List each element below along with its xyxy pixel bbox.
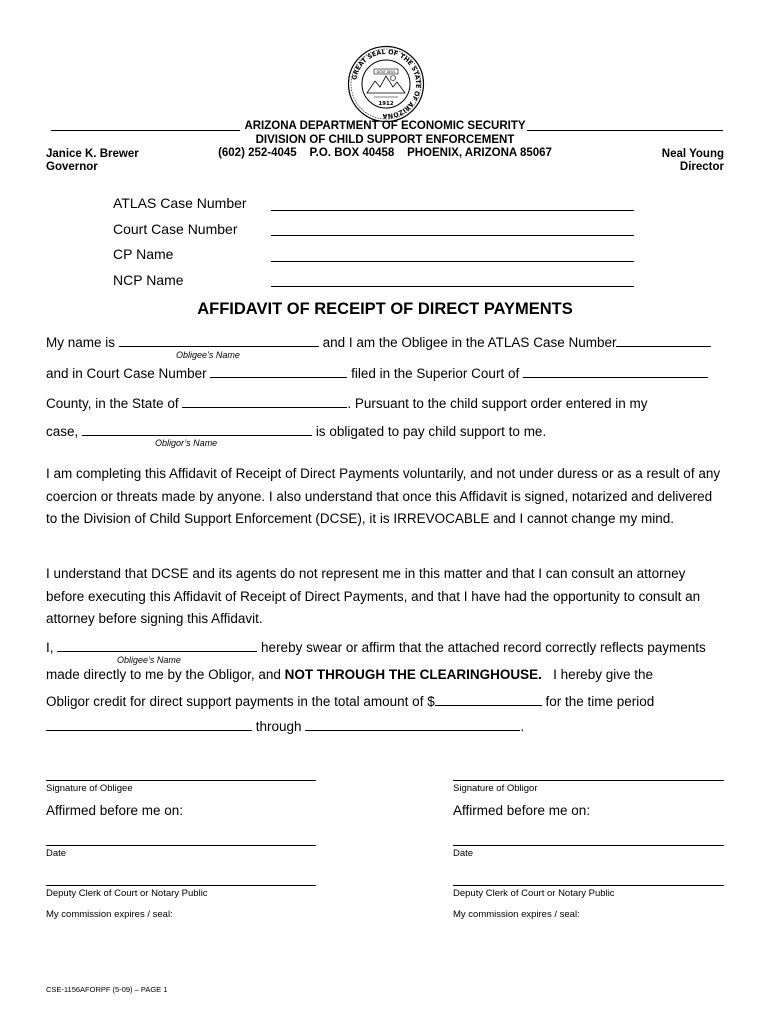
court-case-number-label: Court Case Number <box>113 221 238 237</box>
body-line-4 <box>46 423 546 439</box>
voluntary-paragraph: I am completing this Affidavit of Receipt of Direct Payments voluntarily, and not under duress or as a result of any coercion or threats made by anyone. I also understand that once this Affidavit is signed, notarized and delivered to the Division of Child Support Enforcement (DCSE), it is IRREVOCABLE and I cannot change my mind. <box>46 466 721 526</box>
court-case-number-field[interactable] <box>271 235 634 236</box>
form-number-footer: CSE-1156AFORPF (5-09) – PAGE 1 <box>46 985 168 994</box>
body-line-3 <box>46 395 648 411</box>
obligee-signature-label: Signature of Obligee <box>46 783 133 794</box>
obligor-notary-label: Deputy Clerk of Court or Notary Public <box>453 888 615 899</box>
seal-year: 1912 <box>378 101 394 107</box>
seal-ring-text: GREAT SEAL OF THE STATE OF ARIZONA <box>351 48 422 120</box>
body-line-7 <box>46 693 654 709</box>
made-directly-text: made directly to me by the Obligor, and <box>46 667 281 682</box>
court-case-text: and in Court Case Number <box>46 366 207 381</box>
pursuant-text: . Pursuant to the child support order entered in my <box>347 396 648 411</box>
obligor-name-caption: Obligor’s Name <box>155 438 218 448</box>
total-amount-text: Obligor credit for direct support payments in the total amount of $ <box>46 694 435 709</box>
cp-name-label: CP Name <box>113 246 174 262</box>
director-name: Neal Young <box>661 148 724 160</box>
state-field[interactable] <box>182 395 347 408</box>
swear-text: hereby swear or affirm that the attached record correctly reflects payments <box>261 640 706 655</box>
governor-name: Janice K. Brewer <box>46 148 139 160</box>
seal-motto: DITAT DEUS <box>376 70 396 75</box>
obligor-affirmed-label: Affirmed before me on: <box>453 803 591 818</box>
contact-info: (602) 252-4045 P.O. BOX 40458 PHOENIX, ARIZONA 85067 <box>218 147 552 159</box>
obligor-notary-field[interactable] <box>453 885 724 886</box>
obligee-date-label: Date <box>46 848 67 859</box>
division-name: DIVISION OF CHILD SUPPORT ENFORCEMENT <box>255 134 515 146</box>
body-line-2 <box>46 365 708 381</box>
obligee-commission-label: My commission expires / seal: <box>46 909 173 920</box>
body-line-1 <box>46 334 711 350</box>
body-line-8 <box>46 718 524 734</box>
obligor-signature-label: Signature of Obligor <box>453 783 538 794</box>
body-line-5 <box>46 639 706 655</box>
my-name-is-text: My name is <box>46 335 116 350</box>
attorney-paragraph: I understand that DCSE and its agents do not represent me in this matter and that I can consult an attorney before executing this Affidavit of Receipt of Direct Payments, and that I have had the opportunity to consult an attorney before signing this Affidavit. <box>46 566 701 626</box>
obligor-date-field[interactable] <box>453 845 724 846</box>
superior-court-text: filed in the Superior Court of <box>351 366 520 381</box>
obligee-notary-label: Deputy Clerk of Court or Notary Public <box>46 888 208 899</box>
through-text: through <box>255 719 302 734</box>
ncp-name-field[interactable] <box>271 286 634 287</box>
county-state-text: County, in the State of <box>46 396 179 411</box>
court-case-field[interactable] <box>210 365 347 378</box>
ncp-name-label: NCP Name <box>113 272 184 288</box>
give-credit-text: I hereby give the <box>553 667 653 682</box>
obligee-name-caption: Obligee’s Name <box>176 350 240 360</box>
obligee-name-caption-2: Obligee’s Name <box>117 655 181 665</box>
cp-name-field[interactable] <box>271 261 634 262</box>
obligee-signature-field[interactable] <box>46 780 316 781</box>
obligor-signature-field[interactable] <box>453 780 724 781</box>
case-text: case, <box>46 424 79 439</box>
period-start-field[interactable] <box>46 718 252 731</box>
governor-title: Governor <box>46 161 98 173</box>
not-through-clearinghouse-text: NOT THROUGH THE CLEARINGHOUSE. <box>284 667 542 682</box>
director-title: Director <box>679 161 724 173</box>
obligee-affirmed-label: Affirmed before me on: <box>46 803 184 818</box>
obligee-date-field[interactable] <box>46 845 316 846</box>
state-seal-icon <box>347 45 425 123</box>
obligor-commission-label: My commission expires / seal: <box>453 909 580 920</box>
obligor-date-label: Date <box>453 848 474 859</box>
obligor-name-field[interactable] <box>82 423 312 436</box>
i-text: I, <box>46 640 54 655</box>
total-amount-field[interactable] <box>435 693 542 706</box>
superior-court-field[interactable] <box>523 365 708 378</box>
department-name: ARIZONA DEPARTMENT OF ECONOMIC SECURITY <box>244 120 526 132</box>
atlas-case-number-label: ATLAS Case Number <box>113 195 247 211</box>
period-end-punct: . <box>520 719 525 734</box>
period-end-field[interactable] <box>305 718 520 731</box>
document-title: AFFIDAVIT OF RECEIPT OF DIRECT PAYMENTS <box>197 300 573 318</box>
obligee-notary-field[interactable] <box>46 885 316 886</box>
time-period-text: for the time period <box>545 694 655 709</box>
obligee-name-field[interactable] <box>119 334 319 347</box>
obligee-atlas-case-field[interactable] <box>616 334 711 347</box>
atlas-case-number-field[interactable] <box>271 210 634 211</box>
body-line-6 <box>46 667 653 682</box>
obligee-name-field-2[interactable] <box>57 639 257 652</box>
obligee-atlas-text: and I am the Obligee in the ATLAS Case Number <box>322 335 617 350</box>
obligated-text: is obligated to pay child support to me. <box>315 424 547 439</box>
